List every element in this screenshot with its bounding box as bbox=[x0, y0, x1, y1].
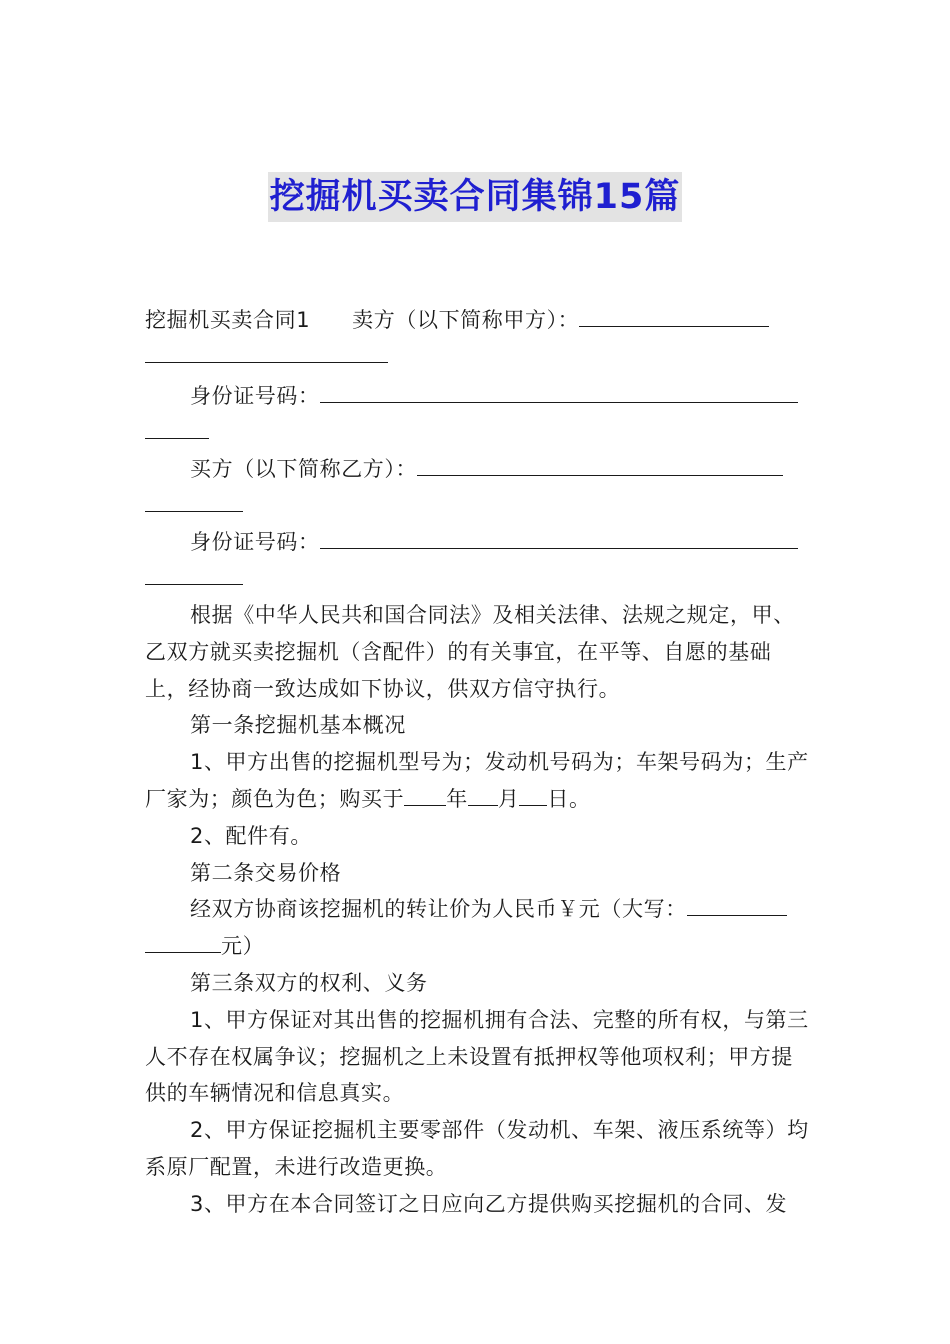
buyer-blank-continued[interactable] bbox=[145, 489, 243, 512]
article-1-title: 第一条挖掘机基本概况 bbox=[190, 713, 406, 738]
year-blank[interactable] bbox=[404, 783, 446, 806]
seller-id-line-continued bbox=[145, 414, 810, 450]
buyer-line bbox=[145, 451, 855, 487]
article-2-text bbox=[145, 891, 810, 965]
price-text: 经双方协商该挖掘机的转让价为人民币￥元（大写： bbox=[190, 897, 687, 922]
price-uppercase-blank-continued[interactable] bbox=[145, 930, 221, 953]
contract-number: 挖掘机买卖合同1 bbox=[145, 308, 311, 332]
price-end: 元） bbox=[221, 934, 265, 959]
article-2-title: 第二条交易价格 bbox=[190, 860, 342, 885]
day-label: 日。 bbox=[547, 786, 591, 811]
seller-id-label: 身份证号码： bbox=[190, 384, 320, 408]
article-3-title: 第三条双方的权利、义务 bbox=[190, 970, 428, 995]
buyer-id-blank[interactable] bbox=[320, 526, 798, 549]
seller-blank-continued[interactable] bbox=[145, 340, 388, 363]
seller-id-line bbox=[145, 378, 855, 414]
month-label: 月 bbox=[497, 786, 520, 811]
buyer-id-line-continued bbox=[145, 560, 810, 596]
buyer-id-line bbox=[145, 524, 855, 560]
seller-line-continued bbox=[145, 338, 810, 374]
article-3-item-1: 1、甲方保证对其出售的挖掘机拥有合法、完整的所有权，与第三人不存在权属争议；挖掘机之上未设置有抵押权等他项权利；甲方提供的车辆情况和信息真实。 bbox=[145, 1007, 809, 1106]
buyer-label: 买方（以下简称乙方）： bbox=[190, 457, 418, 481]
month-blank[interactable] bbox=[468, 783, 498, 806]
buyer-id-blank-continued[interactable] bbox=[145, 562, 243, 585]
article-3-item-3: 3、甲方在本合同签订之日应向乙方提供购买挖掘机的合同、发 bbox=[190, 1191, 788, 1216]
year-label: 年 bbox=[446, 786, 468, 811]
day-blank[interactable] bbox=[519, 783, 547, 806]
price-uppercase-blank[interactable] bbox=[687, 893, 787, 916]
seller-label: 卖方（以下简称甲方）： bbox=[352, 308, 580, 332]
article-1-item-1 bbox=[145, 744, 810, 818]
contract-body bbox=[145, 597, 810, 1223]
article-1-item-2: 2、配件有。 bbox=[190, 823, 312, 848]
buyer-blank[interactable] bbox=[417, 453, 783, 476]
document-title: 挖掘机买卖合同集锦15篇 bbox=[268, 172, 683, 222]
seller-blank[interactable] bbox=[579, 304, 769, 327]
seller-id-blank-continued[interactable] bbox=[145, 416, 209, 439]
article-1-item-1-text: 1、甲方出售的挖掘机型号为；发动机号码为；车架号码为；生产厂家为；颜色为色；购买于 bbox=[145, 750, 809, 811]
seller-line bbox=[145, 302, 810, 338]
seller-id-blank[interactable] bbox=[320, 380, 798, 403]
buyer-id-label: 身份证号码： bbox=[190, 530, 320, 554]
article-3-item-2: 2、甲方保证挖掘机主要零部件（发动机、车架、液压系统等）均系原厂配置，未进行改造更换。 bbox=[145, 1118, 809, 1179]
buyer-line-continued bbox=[145, 487, 810, 523]
preamble-paragraph: 根据《中华人民共和国合同法》及相关法律、法规之规定，甲、乙双方就买卖挖掘机（含配件）的有关事宜，在平等、自愿的基础上，经协商一致达成如下协议，供双方信守执行。 bbox=[145, 603, 795, 701]
title-container bbox=[0, 172, 950, 222]
